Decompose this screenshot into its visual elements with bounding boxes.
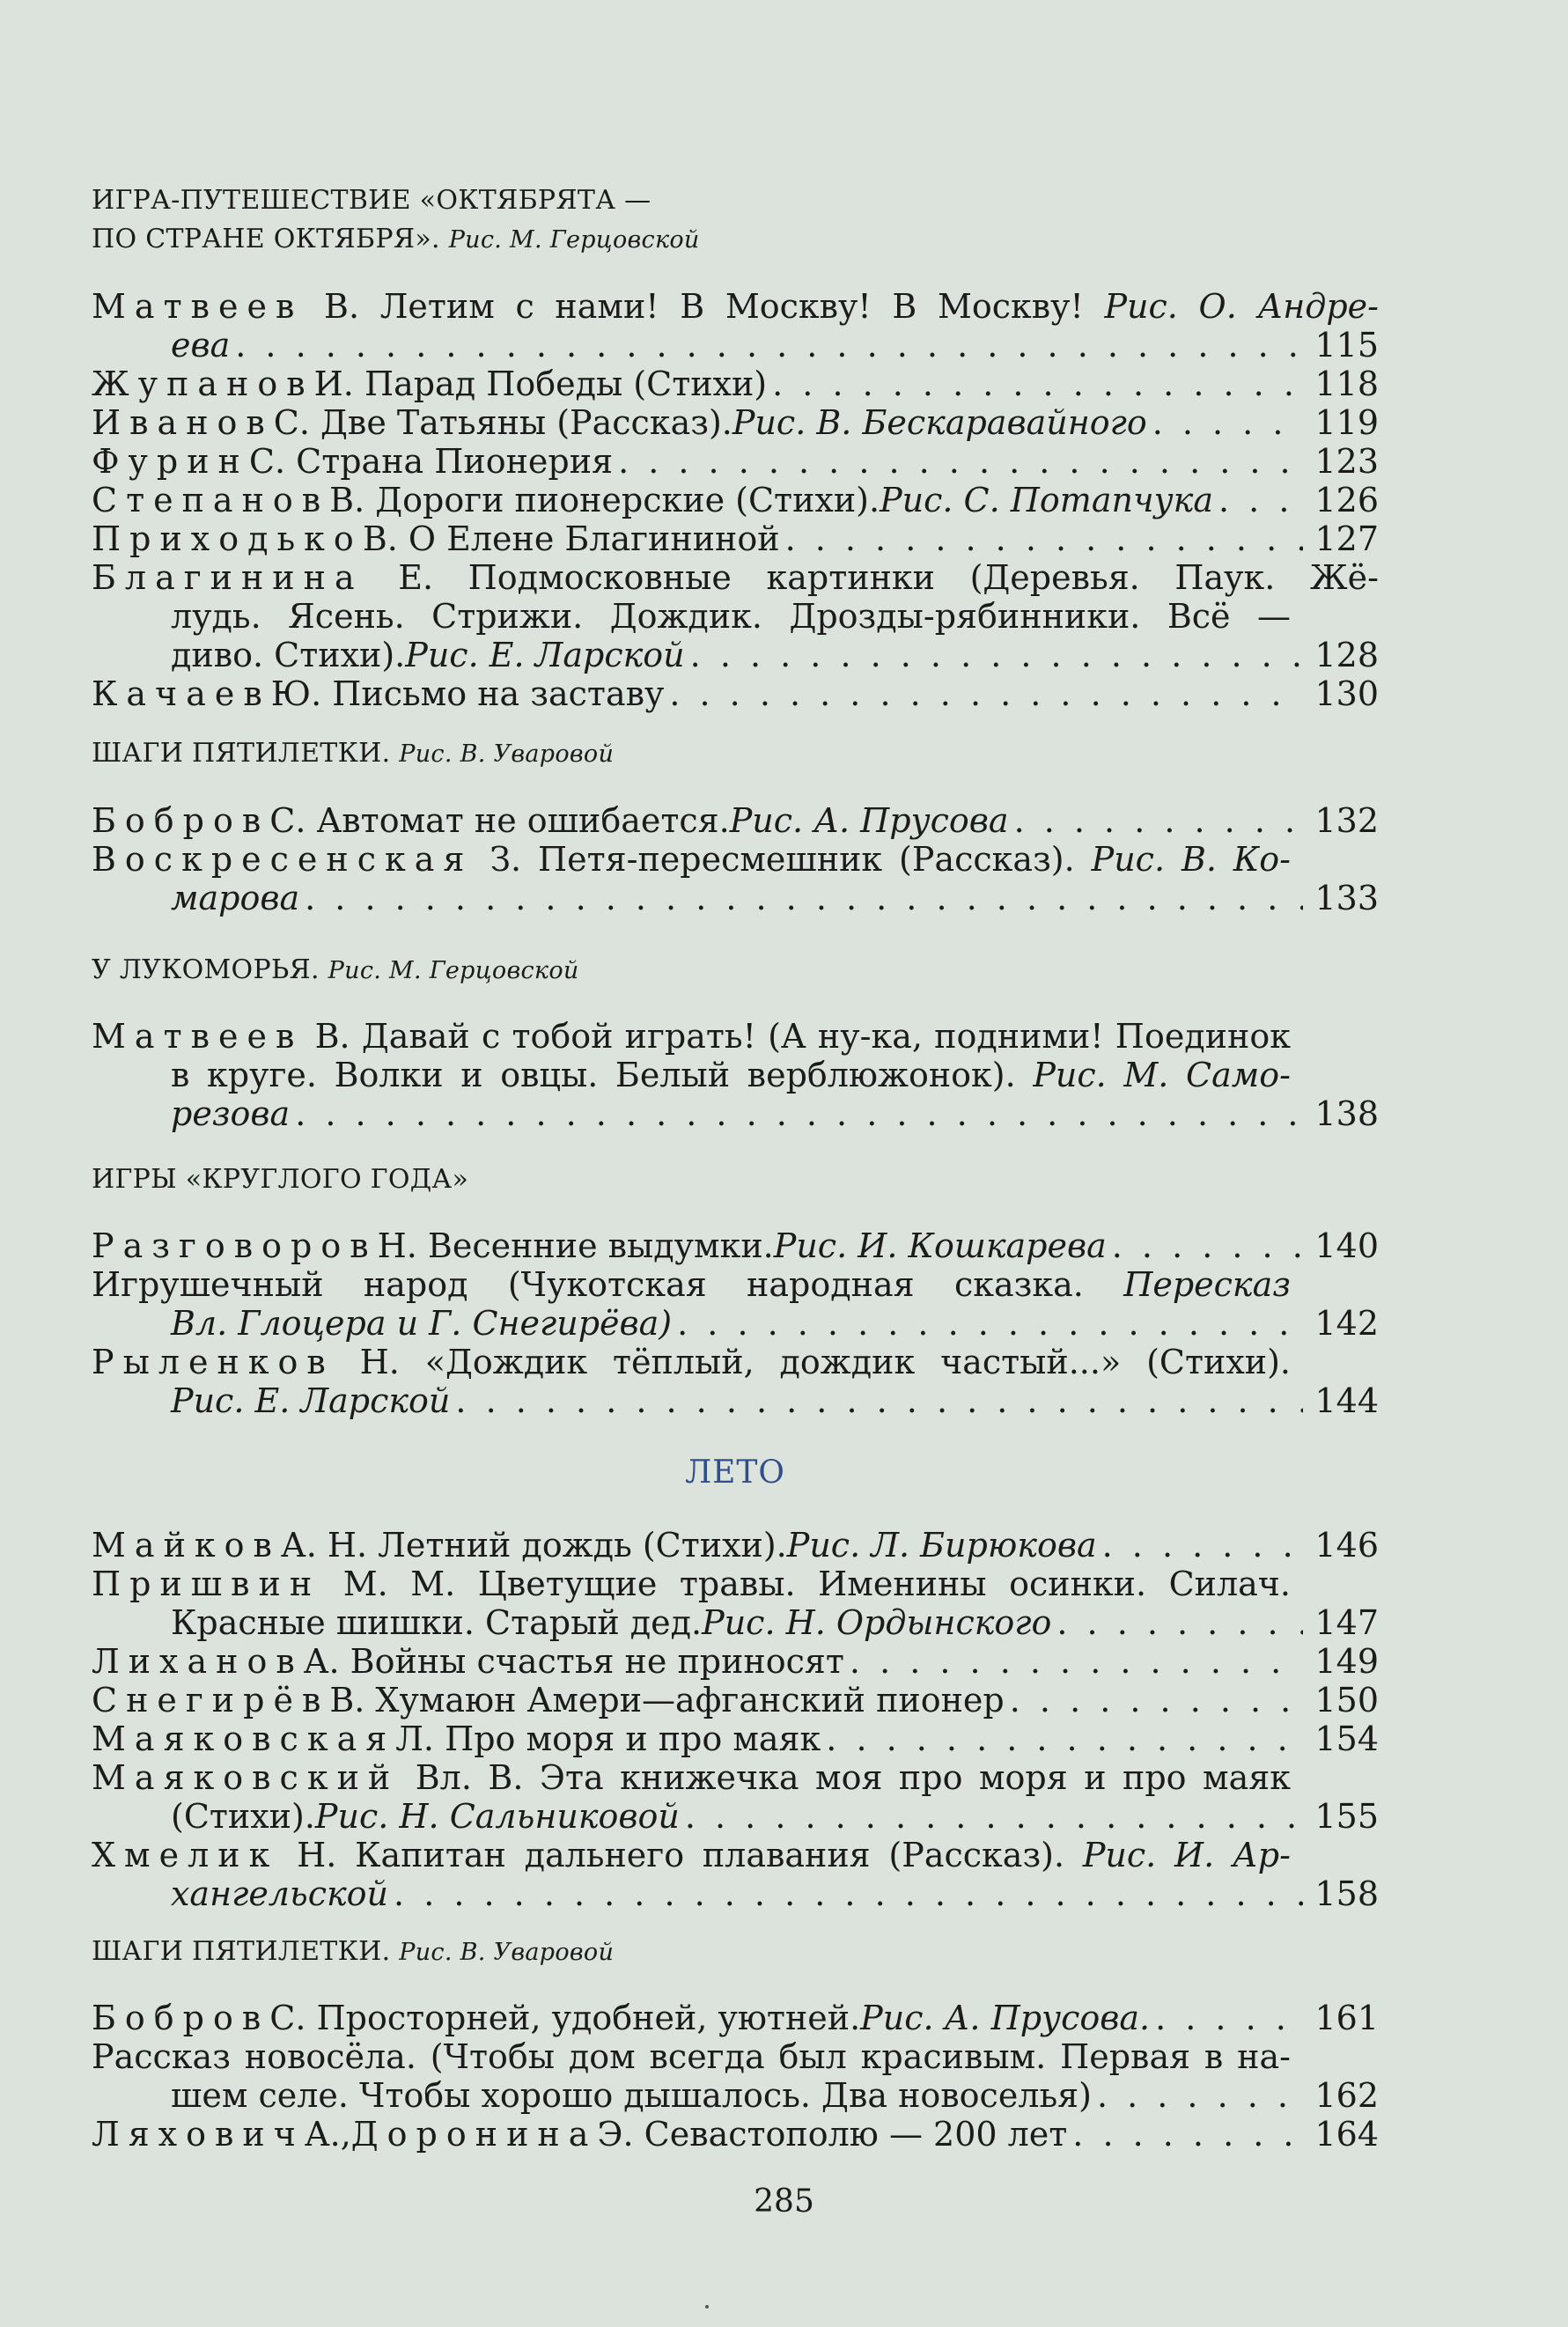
entry-page-number: 150 xyxy=(1314,1681,1379,1719)
dot-leader xyxy=(618,442,1303,481)
entry-illustrator: Рис. А. Прусова. xyxy=(860,1999,1151,2037)
entry-title: С. Страна Пионерия xyxy=(248,442,614,481)
section-heading-steps-2 xyxy=(92,1933,614,1972)
dot-leader xyxy=(1152,403,1303,442)
entry-illustrator: Рис. Н. Сальниковой xyxy=(314,1797,680,1836)
entry-title: В. Хумаюн Амери—афганский пионер xyxy=(329,1681,1005,1719)
season-heading-summer: ЛЕТО xyxy=(685,1454,785,1491)
dot-leader xyxy=(1056,1603,1303,1642)
toc-entry-novosyol xyxy=(92,2037,1379,2115)
section-title-line-1: ИГРА-ПУТЕШЕСТВИЕ «ОКТЯБРЯТА — xyxy=(92,185,651,216)
dot-leader xyxy=(1112,1226,1303,1265)
entry-author: Рыленков xyxy=(92,1343,335,1381)
entry-illustrator: Рис. А. Прусова xyxy=(729,801,1009,840)
entry-illustrator-cont: ева xyxy=(171,326,231,365)
entry-page-number: 155 xyxy=(1314,1797,1379,1836)
section-title-line-2: ПО СТРАНЕ ОКТЯБРЯ». xyxy=(92,224,440,254)
section-illustrator: Рис. М. Герцовской xyxy=(448,226,700,254)
entry-illustrator: Рис. Е. Ларской xyxy=(171,1381,451,1420)
toc-entry-khmelik xyxy=(92,1836,1379,1913)
toc-entry-voskresenskaya xyxy=(92,840,1379,917)
entry-title: И. Парад Победы (Стихи) xyxy=(313,365,768,403)
section-title: ШАГИ ПЯТИЛЕТКИ. xyxy=(92,1936,391,1967)
entry-author: Матвеев xyxy=(92,1017,304,1056)
entry-illustrator-cont: Вл. Глоцера и Г. Снегирёва) xyxy=(171,1304,673,1343)
entry-title-cont: в круге. Волки и овцы. Белый верблюжонок). xyxy=(171,1056,1034,1094)
entry-page-number: 127 xyxy=(1314,519,1379,558)
entry-author: Маяковский xyxy=(92,1758,400,1797)
section-heading-lukomorye xyxy=(92,951,579,990)
entry-illustrator: Рис. Е. Ларской xyxy=(405,636,685,674)
toc-entry-blaginina xyxy=(92,558,1379,674)
toc-entry-prishvin xyxy=(92,1565,1379,1642)
toc-entry-lyakhovich xyxy=(92,2115,1379,2154)
toc-entry-igrushechny xyxy=(92,1265,1379,1343)
entry-author: Жупанов xyxy=(92,365,314,403)
dot-leader xyxy=(394,1874,1303,1913)
entry-title-cont: шем селе. Чтобы хорошо дышалось. Два новоселья) xyxy=(171,2076,1092,2115)
entry-page-number: 149 xyxy=(1314,1642,1379,1681)
entries-block-3 xyxy=(92,1017,1379,1133)
toc-entry-bobrov-1 xyxy=(92,801,1379,840)
toc-entry-mayakovskaya xyxy=(92,1719,1379,1758)
entry-title: В. Давай с тобой играть! (А ну-ка, подними! Поединок xyxy=(303,1017,1291,1056)
entry-author: Благинина xyxy=(92,558,364,597)
entry-title: В. О Елене Благининой xyxy=(362,519,780,558)
entry-author: Снегирёв xyxy=(92,1681,330,1719)
entry-page-number: 133 xyxy=(1314,879,1379,917)
entry-author: Качаев xyxy=(92,674,271,713)
entry-page-number: 118 xyxy=(1314,365,1379,403)
entry-illustrator: Рис. С. Потапчука xyxy=(880,481,1213,519)
entry-page-number: 128 xyxy=(1314,636,1379,674)
dot-leader xyxy=(685,1797,1303,1836)
entry-page-number: 115 xyxy=(1314,326,1379,365)
dot-leader xyxy=(785,519,1303,558)
entry-title: Н. «Дождик тёплый, дождик частый...» (Стихи). xyxy=(334,1343,1291,1381)
entry-illustrator-cont: резова xyxy=(171,1094,291,1133)
dot-leader xyxy=(669,674,1303,713)
dot-leader xyxy=(677,1304,1303,1343)
entry-title: Вл. В. Эта книжечка моя про моря и про маяк xyxy=(399,1758,1291,1797)
entry-author: Степанов xyxy=(92,481,330,519)
entry-page-number: 146 xyxy=(1314,1526,1379,1565)
dot-leader xyxy=(305,879,1303,917)
section-title: У ЛУКОМОРЬЯ. xyxy=(92,954,320,985)
toc-entry-likhanov xyxy=(92,1642,1379,1681)
entry-illustrator: Рис. Л. Бирюкова xyxy=(786,1526,1097,1565)
entry-illustrator: Пересказ xyxy=(1123,1265,1291,1304)
toc-entry-razgovorov xyxy=(92,1226,1379,1265)
entry-title: Рассказ новосёла. (Чтобы дом всегда был красивым. Первая в на- xyxy=(92,2037,1291,2076)
entry-title: С. Две Татьяны (Рассказ). xyxy=(273,403,732,442)
section-illustrator: Рис. В. Уваровой xyxy=(399,1939,615,1966)
entry-title: В. Летим с нами! В Москву! В Москву! xyxy=(303,287,1105,326)
section-illustrator: Рис. В. Уваровой xyxy=(399,740,615,768)
entries-block-5 xyxy=(92,1526,1379,1913)
entry-author: Хмелик xyxy=(92,1836,279,1874)
entry-author: Бобров xyxy=(92,1999,270,2037)
entry-title: Л. Про моря и про маяк xyxy=(395,1719,821,1758)
entry-title-cont: Красные шишки. Старый дед. xyxy=(171,1603,703,1642)
toc-entry-maikov xyxy=(92,1526,1379,1565)
entry-illustrator: Рис. О. Андре- xyxy=(1104,287,1379,326)
toc-entry-prikhodko xyxy=(92,519,1379,558)
toc-entry-kachaev xyxy=(92,674,1379,713)
entry-page-number: 161 xyxy=(1314,1999,1379,2037)
dot-leader xyxy=(1097,2076,1303,2115)
entry-author: Маяковская xyxy=(92,1719,396,1758)
toc-entry-bobrov-2 xyxy=(92,1999,1379,2037)
entry-page-number: 132 xyxy=(1314,801,1379,840)
entry-author: Бобров xyxy=(92,801,270,840)
section-heading-steps-1 xyxy=(92,734,614,774)
entry-page-number: 147 xyxy=(1314,1603,1379,1642)
entry-author-2: Доронина xyxy=(350,2115,598,2154)
entry-author: Приходько xyxy=(92,519,363,558)
toc-entry-snegiryov xyxy=(92,1681,1379,1719)
entry-author: Матвеев xyxy=(92,287,304,326)
dot-leader xyxy=(1010,1681,1303,1719)
entry-illustrator: Рис. И. Кошкарева xyxy=(773,1226,1107,1265)
entry-title: Н. Весенние выдумки. xyxy=(377,1226,774,1265)
entry-illustrator: Рис. В. Бескаравайного xyxy=(732,403,1147,442)
entry-illustrator-cont: хангельской xyxy=(171,1874,389,1913)
page-number: 285 xyxy=(754,2183,814,2220)
section-title: ШАГИ ПЯТИЛЕТКИ. xyxy=(92,738,391,769)
entry-author: Лиханов xyxy=(92,1642,304,1681)
entry-title-cont: (Стихи). xyxy=(171,1797,315,1836)
entries-block-4 xyxy=(92,1226,1379,1420)
section-heading-game xyxy=(92,181,700,260)
entry-title-cont: лудь. Ясень. Стрижи. Дождик. Дрозды-рябинники. Всё — xyxy=(171,597,1291,636)
entry-title: С. Просторней, удобней, уютней. xyxy=(269,1999,861,2037)
entry-page-number: 119 xyxy=(1314,403,1379,442)
entry-page-number: 162 xyxy=(1314,2076,1379,2115)
entry-illustrator: Рис. М. Само- xyxy=(1033,1056,1291,1094)
toc-entry-mayakovsky xyxy=(92,1758,1379,1836)
entry-title: Н. Капитан дальнего плавания (Рассказ). xyxy=(278,1836,1083,1874)
entry-title: З. Петя-пересмешник (Рассказ). xyxy=(473,840,1092,879)
dot-leader xyxy=(295,1094,1303,1133)
entry-illustrator: Рис. Н. Ордынского xyxy=(702,1603,1052,1642)
toc-entry-ivanov xyxy=(92,403,1379,442)
section-heading-games-year xyxy=(92,1160,468,1199)
entries-block-1 xyxy=(92,287,1379,713)
entry-page-number: 138 xyxy=(1314,1094,1379,1133)
entry-page-number: 142 xyxy=(1314,1304,1379,1343)
section-illustrator: Рис. М. Герцовской xyxy=(328,957,579,984)
entry-page-number: 140 xyxy=(1314,1226,1379,1265)
entry-author: Иванов xyxy=(92,403,274,442)
entry-page-number: 164 xyxy=(1314,2115,1379,2154)
entry-page-number: 130 xyxy=(1314,674,1379,713)
entry-author: Воскресенская xyxy=(92,840,474,879)
dot-leader xyxy=(850,1642,1303,1681)
entry-title: В. Дороги пионерские (Стихи). xyxy=(329,481,880,519)
dot-leader xyxy=(1072,2115,1303,2154)
entry-title: Игрушечный народ (Чукотская народная сказка. xyxy=(92,1265,1124,1304)
entry-author: Майков xyxy=(92,1526,281,1565)
entry-page-number: 126 xyxy=(1314,481,1379,519)
entry-title: Ю. Письмо на заставу xyxy=(270,674,665,713)
entries-block-2 xyxy=(92,801,1379,917)
entry-page-number: 158 xyxy=(1314,1874,1379,1913)
dot-leader xyxy=(455,1381,1303,1420)
print-speck xyxy=(705,2305,709,2309)
entry-title: А. Войны счастья не приносят xyxy=(303,1642,844,1681)
entry-title-cont: Э. Севастополю — 200 лет xyxy=(597,2115,1068,2154)
entry-author: Разговоров xyxy=(92,1226,378,1265)
toc-entry-stepanov xyxy=(92,481,1379,519)
entry-author: Фурин xyxy=(92,442,249,481)
toc-entry-matveev-1 xyxy=(92,287,1379,365)
entry-illustrator-cont: марова xyxy=(171,879,300,917)
dot-leader xyxy=(1014,801,1303,840)
entry-author: Пришвин xyxy=(92,1565,321,1603)
toc-entry-matveev-2 xyxy=(92,1017,1379,1133)
entry-title: Е. Подмосковные картинки (Деревья. Паук. Жё- xyxy=(363,558,1379,597)
dot-leader xyxy=(235,326,1303,365)
entry-title: А., xyxy=(304,2115,351,2154)
entry-illustrator: Рис. И. Ар- xyxy=(1082,1836,1291,1874)
entry-author: Ляхович xyxy=(92,2115,305,2154)
entry-title: А. Н. Летний дождь (Стихи). xyxy=(280,1526,787,1565)
dot-leader xyxy=(826,1719,1303,1758)
entry-title: М. М. Цветущие травы. Именины осинки. Силач. xyxy=(320,1565,1291,1603)
section-title: ИГРЫ «КРУГЛОГО ГОДА» xyxy=(92,1164,469,1195)
dot-leader xyxy=(690,636,1303,674)
entry-illustrator: Рис. В. Ко- xyxy=(1091,840,1291,879)
entry-title: С. Автомат не ошибается. xyxy=(269,801,730,840)
toc-entry-zhupanov xyxy=(92,365,1379,403)
dot-leader xyxy=(772,365,1303,403)
entry-title-cont-2: диво. Стихи). xyxy=(171,636,406,674)
dot-leader xyxy=(1155,1999,1303,2037)
entry-page-number: 154 xyxy=(1314,1719,1379,1758)
entry-page-number: 144 xyxy=(1314,1381,1379,1420)
toc-entry-rylenkov xyxy=(92,1343,1379,1420)
dot-leader xyxy=(1218,481,1303,519)
dot-leader xyxy=(1102,1526,1303,1565)
toc-entry-furin xyxy=(92,442,1379,481)
entry-page-number: 123 xyxy=(1314,442,1379,481)
entries-block-6 xyxy=(92,1999,1379,2154)
